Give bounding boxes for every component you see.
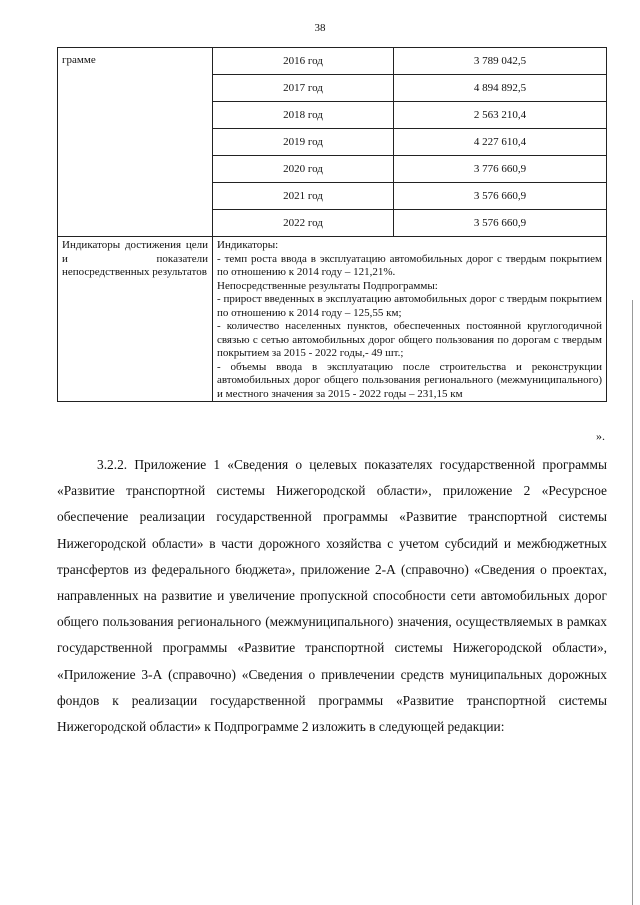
value-cell: 4 227 610,4 — [394, 129, 607, 156]
value-cell: 4 894 892,5 — [394, 75, 607, 102]
value-cell: 2 563 210,4 — [394, 102, 607, 129]
indicator-line: - прирост введенных в эксплуатацию автомобильных дорог с твердым покрытием по отношению к 2014 году – 125,55 км; — [217, 293, 602, 319]
table-row — [58, 48, 607, 75]
budget-label: грамме — [58, 48, 213, 237]
year-cell: 2019 год — [213, 129, 394, 156]
value-cell: 3 776 660,9 — [394, 156, 607, 183]
page-number: 38 — [314, 22, 326, 34]
value-cell: 3 789 042,5 — [394, 48, 607, 75]
closing-quote-mark: ». — [596, 429, 605, 443]
budget-table — [57, 47, 607, 402]
year-cell: 2022 год — [213, 210, 394, 237]
indicator-line: - объемы ввода в эксплуатацию после строительства и реконструкции автомобильных дорог общего пользования регионального (межмуниципального) и местного значения за 2015 - 2022 годы – 231,15 км — [217, 360, 602, 400]
table-row-indicators — [58, 237, 607, 402]
year-cell: 2016 год — [213, 48, 394, 75]
indicator-line: Индикаторы: — [217, 239, 279, 251]
year-cell: 2017 год — [213, 75, 394, 102]
year-cell: 2021 год — [213, 183, 394, 210]
indicators-text — [213, 237, 607, 402]
indicator-line: Непосредственные результаты Подпрограммы: — [217, 279, 438, 292]
indicators-label: Индикаторы достижения цели и показатели непосредственных результатов — [58, 237, 213, 402]
year-cell: 2018 год — [213, 102, 394, 129]
indicator-line: - количество населенных пунктов, обеспеченных постоянной круглогодичной связью с сетью автомобильных дорог общего пользования по дорогам с твердым покрытием за 2015 - 2022 годы,- 49 шт.; — [217, 320, 602, 359]
value-cell: 3 576 660,9 — [394, 183, 607, 210]
scan-edge-line — [632, 300, 633, 905]
year-cell: 2020 год — [213, 156, 394, 183]
value-cell: 3 576 660,9 — [394, 210, 607, 237]
body-paragraph: 3.2.2. Приложение 1 «Сведения о целевых показателях государственной программы «Развитие транспортной системы Нижегородской области», приложение 2 «Ресурсное обеспечение реализации государственной программы «Развитие транспортной системы Нижегородской области» в части дорожного хозяйства с учетом субсидий и межбюджетных трансфертов из федерального бюджета», приложение 2-А (справочно) «Сведения о проектах, направленных на развитие и увеличение пропускной способности сети автомобильных дорог общего пользования регионального (межмуниципального) значения, осуществляемых в рамках государственной программы «Развитие транспортной системы Нижегородской области», «Приложение 3-А (справочно) «Сведения о привлечении средств муниципальных дорожных фондов к реализации государственной программы «Развитие транспортной системы Нижегородской области» к Подпрограмме 2 изложить в следующей редакции: — [57, 457, 607, 735]
indicator-line: - темп роста ввода в эксплуатацию автомобильных дорог с твердым покрытием по отношению к 2014 году – 121,21%. — [217, 252, 602, 278]
